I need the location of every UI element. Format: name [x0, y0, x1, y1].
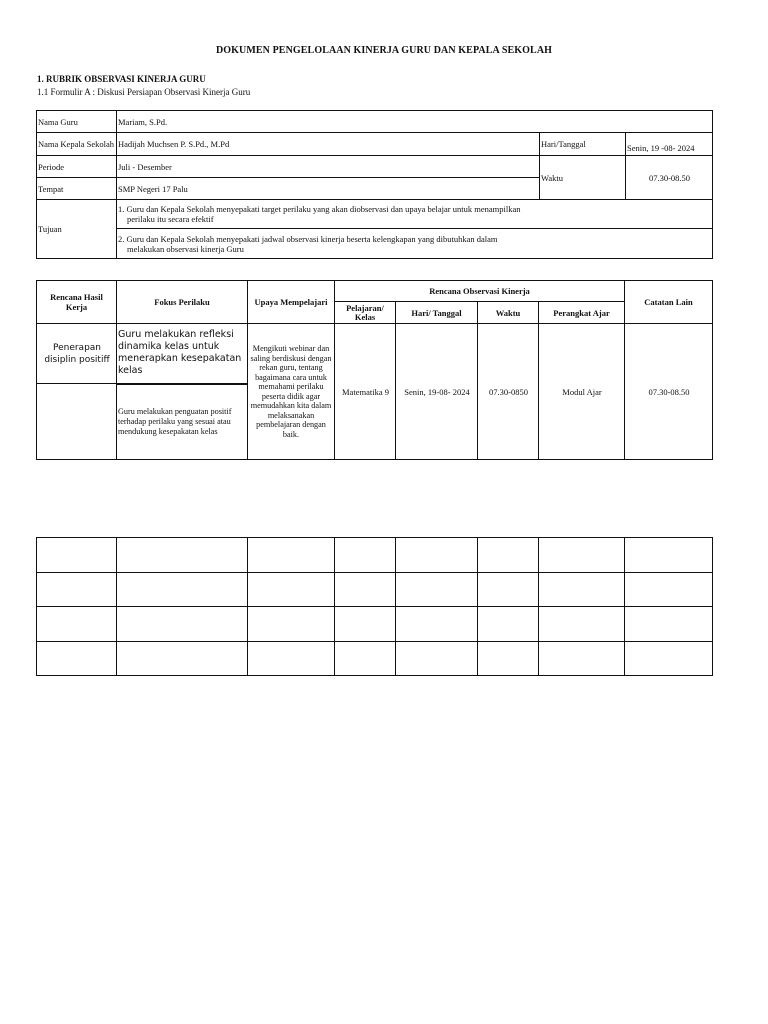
empty-cell: [396, 538, 478, 573]
empty-cell: [335, 572, 396, 607]
empty-cell: [539, 538, 625, 573]
empty-cell: [335, 538, 396, 573]
header-catatan-lain: Catatan Lain: [625, 281, 713, 324]
cell-perangkat-ajar: Modul Ajar: [539, 324, 625, 460]
header-rencana-observasi: Rencana Observasi Kinerja: [335, 281, 625, 302]
empty-cell: [478, 538, 539, 573]
cell-fokus-perilaku-2: Guru melakukan penguatan positif terhadap perilaku yang sesuai atau mendukung kesepakatan kelas: [117, 384, 248, 460]
header-rencana-hasil-kerja: Rencana Hasil Kerja: [37, 281, 117, 324]
empty-cell: [117, 538, 248, 573]
tujuan-1-line2: perilaku itu secara efektif: [127, 214, 214, 224]
waktu-label: Waktu: [540, 156, 626, 200]
section-subheading: 1.1 Formulir A : Diskusi Persiapan Observasi Kinerja Guru: [37, 87, 251, 97]
empty-cell: [335, 641, 396, 676]
empty-cell: [625, 572, 713, 607]
document-title: DOKUMEN PENGELOLAAN KINERJA GURU DAN KEPALA SEKOLAH: [215, 45, 553, 56]
info-table: [36, 110, 713, 259]
empty-row: [37, 607, 713, 642]
cell-fokus-perilaku-1: Guru melakukan refleksi dinamika kelas untuk menerapkan kesepakatan kelas: [117, 324, 248, 384]
kepala-sekolah-label: Nama Kepala Sekolah: [37, 133, 117, 156]
cell-hari-tanggal: Senin, 19-08- 2024: [396, 324, 478, 460]
header-pelajaran-kelas: Pelajaran/ Kelas: [335, 302, 396, 324]
empty-cell: [335, 607, 396, 642]
cell-rencana-hasil-empty: [37, 384, 117, 460]
kepala-sekolah-value: Hadijah Muchsen P. S.Pd., M.Pd: [117, 133, 540, 156]
empty-cell: [248, 538, 335, 573]
empty-grid-table: [36, 537, 713, 676]
waktu-value: 07.30-08.50: [626, 156, 713, 200]
periode-value: Juli - Desember: [117, 156, 540, 178]
empty-cell: [117, 607, 248, 642]
empty-cell: [539, 572, 625, 607]
empty-cell: [539, 641, 625, 676]
observation-plan-table: [36, 280, 713, 460]
cell-rencana-hasil-kerja: Penerapan disiplin positiff: [37, 324, 117, 384]
header-upaya-mempelajari: Upaya Mempelajari: [248, 281, 335, 324]
empty-cell: [625, 607, 713, 642]
empty-cell: [625, 538, 713, 573]
empty-cell: [396, 572, 478, 607]
hari-tanggal-value: Senin, 19 -08- 2024: [626, 133, 713, 156]
cell-waktu: 07.30-0850: [478, 324, 539, 460]
nama-guru-value: Mariam, S.Pd.: [117, 111, 713, 133]
header-waktu: Waktu: [478, 302, 539, 324]
empty-cell: [117, 641, 248, 676]
header-hari-tanggal: Hari/ Tanggal: [396, 302, 478, 324]
empty-cell: [248, 607, 335, 642]
empty-row: [37, 641, 713, 676]
empty-cell: [625, 641, 713, 676]
empty-cell: [37, 572, 117, 607]
hari-tanggal-label: Hari/Tanggal: [540, 133, 626, 156]
empty-row: [37, 538, 713, 573]
empty-cell: [248, 641, 335, 676]
empty-cell: [37, 607, 117, 642]
section-heading: 1. RUBRIK OBSERVASI KINERJA GURU: [37, 74, 206, 84]
empty-cell: [478, 607, 539, 642]
nama-guru-label: Nama Guru: [37, 111, 117, 133]
empty-cell: [396, 607, 478, 642]
header-perangkat-ajar: Perangkat Ajar: [539, 302, 625, 324]
empty-row: [37, 572, 713, 607]
tujuan-2-line1: 2. Guru dan Kepala Sekolah menyepakati jadwal observasi kinerja beserta kelengkapan yang dibutuhkan dalam: [118, 233, 498, 244]
tempat-value: SMP Negeri 17 Palu: [117, 178, 540, 200]
cell-catatan-lain: 07.30-08.50: [625, 324, 713, 460]
tujuan-2-line2: melakukan observasi kinerja Guru: [127, 243, 244, 254]
empty-cell: [37, 641, 117, 676]
empty-cell: [248, 572, 335, 607]
empty-cell: [539, 607, 625, 642]
empty-cell: [478, 641, 539, 676]
cell-upaya-mempelajari: Mengikuti webinar dan saling berdiskusi dengan rekan guru, tentang bagaimana cara untuk memahami perilaku peserta didik agar memudahkan kita dalam melaksanakan pembelajaran dengan baik.: [248, 324, 335, 460]
empty-cell: [37, 538, 117, 573]
tujuan-label: Tujuan: [37, 200, 117, 259]
header-fokus-perilaku: Fokus Perilaku: [117, 281, 248, 324]
empty-cell: [396, 641, 478, 676]
empty-cell: [478, 572, 539, 607]
empty-cell: [117, 572, 248, 607]
cell-pelajaran-kelas: Matematika 9: [335, 324, 396, 460]
tujuan-item-1: [117, 200, 713, 229]
tujuan-1-line1: 1. Guru dan Kepala Sekolah menyepakati target perilaku yang akan diobservasi dan upaya belajar untuk menampilkan: [118, 204, 521, 214]
tujuan-item-2: [117, 229, 713, 259]
tempat-label: Tempat: [37, 178, 117, 200]
periode-label: Periode: [37, 156, 117, 178]
